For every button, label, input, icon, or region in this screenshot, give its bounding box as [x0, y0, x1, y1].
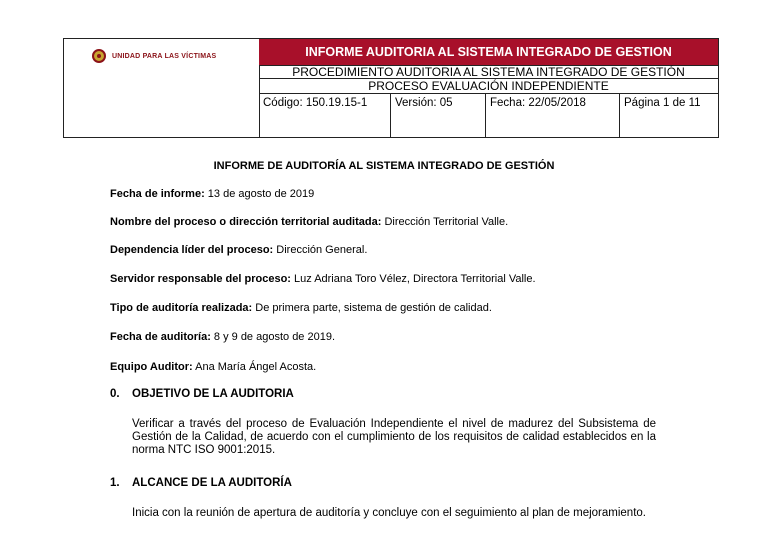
field-label: Fecha de auditoría: [110, 331, 211, 343]
field-equipo-auditor [110, 361, 316, 373]
field-label: Servidor responsable del proceso: [110, 273, 291, 285]
section-title: ALCANCE DE LA AUDITORÍA [132, 477, 292, 489]
header-version: Versión: 05 [391, 94, 486, 138]
logo-cell [64, 39, 260, 137]
field-label: Equipo Auditor: [110, 361, 193, 373]
field-value: De primera parte, sistema de gestión de calidad. [252, 302, 492, 314]
section-text-alcance: Inicia con la reunión de apertura de auditoría y concluye con el seguimiento al plan de mejoramiento. [132, 507, 646, 519]
field-label: Dependencia líder del proceso: [110, 244, 274, 256]
section-text-objetivo: Verificar a través del proceso de Evaluación Independiente el nivel de madurez del Subsistema de Gestión de la Calidad, de acuerdo con el cumplimiento de los requisitos de calidad establecidos en la norma NTC ISO 9001:2015. [132, 418, 656, 456]
logo-text: UNIDAD PARA LAS VÍCTIMAS [112, 52, 217, 60]
field-value: Luz Adriana Toro Vélez, Directora Territorial Valle. [290, 273, 536, 285]
field-value: 8 y 9 de agosto de 2019. [210, 331, 336, 343]
unidad-victimas-logo [92, 49, 216, 63]
section-heading-alcance [110, 477, 292, 489]
header-date: Fecha: 22/05/2018 [486, 94, 620, 138]
section-heading-objetivo [110, 388, 294, 400]
header-meta-row [259, 93, 718, 138]
header-process: PROCESO EVALUACIÓN INDEPENDIENTE [368, 79, 609, 93]
header-procedure: PROCEDIMIENTO AUDITORIA AL SISTEMA INTEGRADO DE GESTIÓN [259, 65, 718, 79]
field-value: Ana María Ángel Acosta. [192, 361, 317, 373]
seal-icon [92, 49, 106, 63]
field-tipo-auditoria [110, 302, 492, 314]
section-number: 0. [110, 388, 120, 400]
header-code: Código: 150.19.15-1 [259, 94, 391, 138]
field-dependencia [110, 244, 367, 256]
field-value: Dirección General. [273, 244, 368, 256]
header-title: INFORME AUDITORIA AL SISTEMA INTEGRADO DE GESTION [259, 39, 718, 66]
field-value: Dirección Territorial Valle. [381, 216, 509, 228]
field-label: Nombre del proceso o dirección territorial auditada: [110, 216, 382, 228]
field-fecha-auditoria [110, 331, 335, 343]
field-servidor [110, 273, 536, 285]
field-fecha-informe [110, 188, 314, 200]
field-nombre-proceso [110, 216, 508, 228]
field-value: 13 de agosto de 2019 [204, 188, 315, 200]
field-label: Fecha de informe: [110, 188, 205, 200]
header-page: Página 1 de 11 [624, 97, 701, 109]
document-header-table [63, 38, 719, 138]
section-title: OBJETIVO DE LA AUDITORIA [132, 388, 294, 400]
document-title: INFORME DE AUDITORÍA AL SISTEMA INTEGRADO DE GESTIÓN [213, 160, 555, 172]
section-number: 1. [110, 477, 120, 489]
field-label: Tipo de auditoría realizada: [110, 302, 253, 314]
